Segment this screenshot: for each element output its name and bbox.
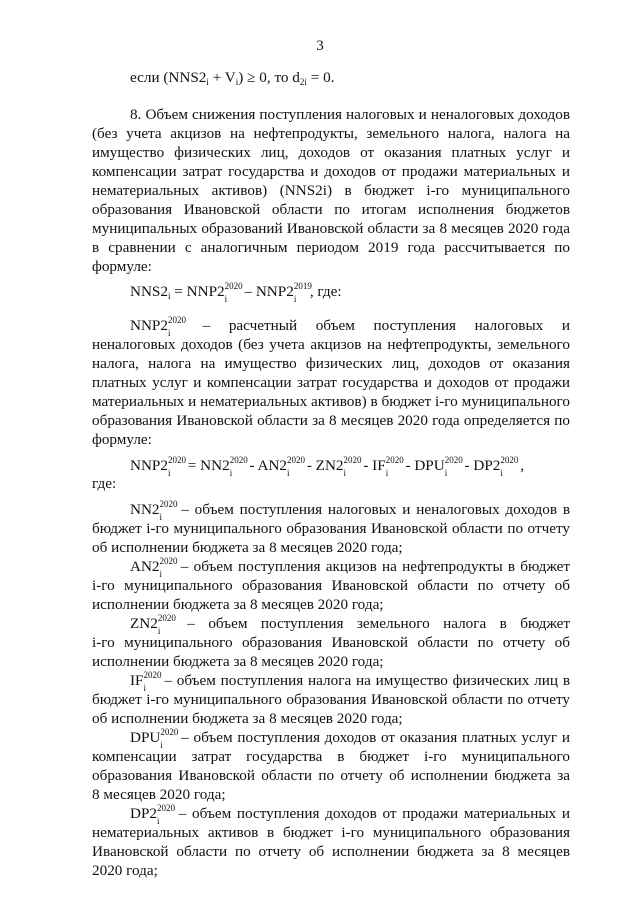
nnp-line-3: материальных и нематериальных активов) в бюджет i-го муниципального	[92, 393, 570, 410]
nnp-def-lead: NNP2 2020 i – расчетный объем поступления налоговых и	[130, 315, 570, 338]
para8-line-3: компенсации затрат государства и доходов от продажи материальных и	[92, 163, 570, 180]
def-nn2-line: бюджет i-го муниципального образования Ивановской области по отчету	[92, 520, 570, 537]
def-if-last: об исполнении бюджета за 8 месяцев 2020 года;	[92, 710, 403, 727]
def-if-first: IF 2020 i – объем поступления налога на имущество физических лиц в	[130, 670, 570, 693]
def-dp2-line-0: нематериальных активов в бюджет i-го муниципального образования	[92, 824, 570, 841]
nnp-line-0: неналоговых доходов (без учета акцизов на нефтепродукты, земельного	[92, 336, 570, 353]
def-dpu-last: 8 месяцев 2020 года;	[92, 786, 226, 803]
formula-nns2: $NNS2_i = NNP2$ 2020 i – NNP2 2019 i , где:	[130, 281, 342, 304]
page-number: 3	[316, 38, 324, 54]
def-dp2-line-1: Ивановской области по отчету об исполнении бюджета за 8 месяцев	[92, 843, 570, 860]
formula-nnp2: NNP2 2020 i = NN2 2020 i - AN2 2020 i - ZN2 2020 i - IF 2020 i - DPU 2020 i - DP2 2020 i ,	[130, 455, 524, 478]
para8-line-0: 8. Объем снижения поступления налоговых и неналоговых доходов	[130, 106, 570, 123]
para8-line-2: имущество физических лиц, доходов от оказания платных услуг и	[92, 144, 570, 161]
para8-line-4: нематериальных активов) (NNS2i) в бюджет i-го муниципального	[92, 182, 570, 199]
def-dpu-first: DPU 2020 i – объем поступления доходов от оказания платных услуг и	[130, 727, 570, 750]
where-label: где:	[92, 475, 117, 492]
def-an2-line: i-го муниципального образования Ивановской области по отчету об	[92, 577, 570, 594]
def-dp2-first: DP2 2020 i – объем поступления доходов от продажи материальных и	[130, 803, 570, 826]
def-zn2-last: исполнении бюджета за 8 месяцев 2020 года;	[92, 653, 384, 670]
nnp-line-last: формуле:	[92, 431, 152, 448]
def-dpu-line-1: образования Ивановской области по отчету об исполнении бюджета за	[92, 767, 570, 784]
def-zn2-first: ZN2 2020 i – объем поступления земельного налога в бюджет	[130, 613, 570, 636]
def-an2-last: исполнении бюджета за 8 месяцев 2020 года;	[92, 596, 384, 613]
def-dpu-line-0: компенсации затрат государства в бюджет i-го муниципального	[92, 748, 570, 765]
para8-line-7: в сравнении с аналогичным периодом 2019 года рассчитывается по	[92, 239, 570, 256]
def-nn2-first: NN2 2020 i – объем поступления налоговых и неналоговых доходов в	[130, 499, 570, 522]
def-nn2-last: об исполнении бюджета за 8 месяцев 2020 года;	[92, 539, 403, 556]
condition-line: если $(NNS2_i + V_i) \ge 0$, то $d_{2i} = 0$.	[130, 69, 335, 87]
def-zn2-line: i-го муниципального образования Ивановской области по отчету об	[92, 634, 570, 651]
def-if-line: бюджет i-го муниципального образования Ивановской области по отчету	[92, 691, 570, 708]
nnp-line-1: налога, налога на имущество физических лиц, доходов от оказания	[92, 355, 570, 372]
nnp-line-2: платных услуг и компенсации затрат государства и доходов от продажи	[92, 374, 570, 391]
nnp-line-4: образования Ивановской области за 8 месяцев 2020 года определяется по	[92, 412, 570, 429]
para8-line-5: образования Ивановской области по итогам исполнения бюджетов	[92, 201, 570, 218]
para8-line-last: формуле:	[92, 258, 152, 275]
para8-line-6: муниципальных образований Ивановской области за 8 месяцев 2020 года	[92, 220, 570, 237]
def-an2-first: AN2 2020 i – объем поступления акцизов на нефтепродукты в бюджет	[130, 556, 570, 579]
def-dp2-last: 2020 года;	[92, 862, 158, 879]
para8-line-1: (без учета акцизов на нефтепродукты, земельного налога, налога на	[92, 125, 570, 142]
